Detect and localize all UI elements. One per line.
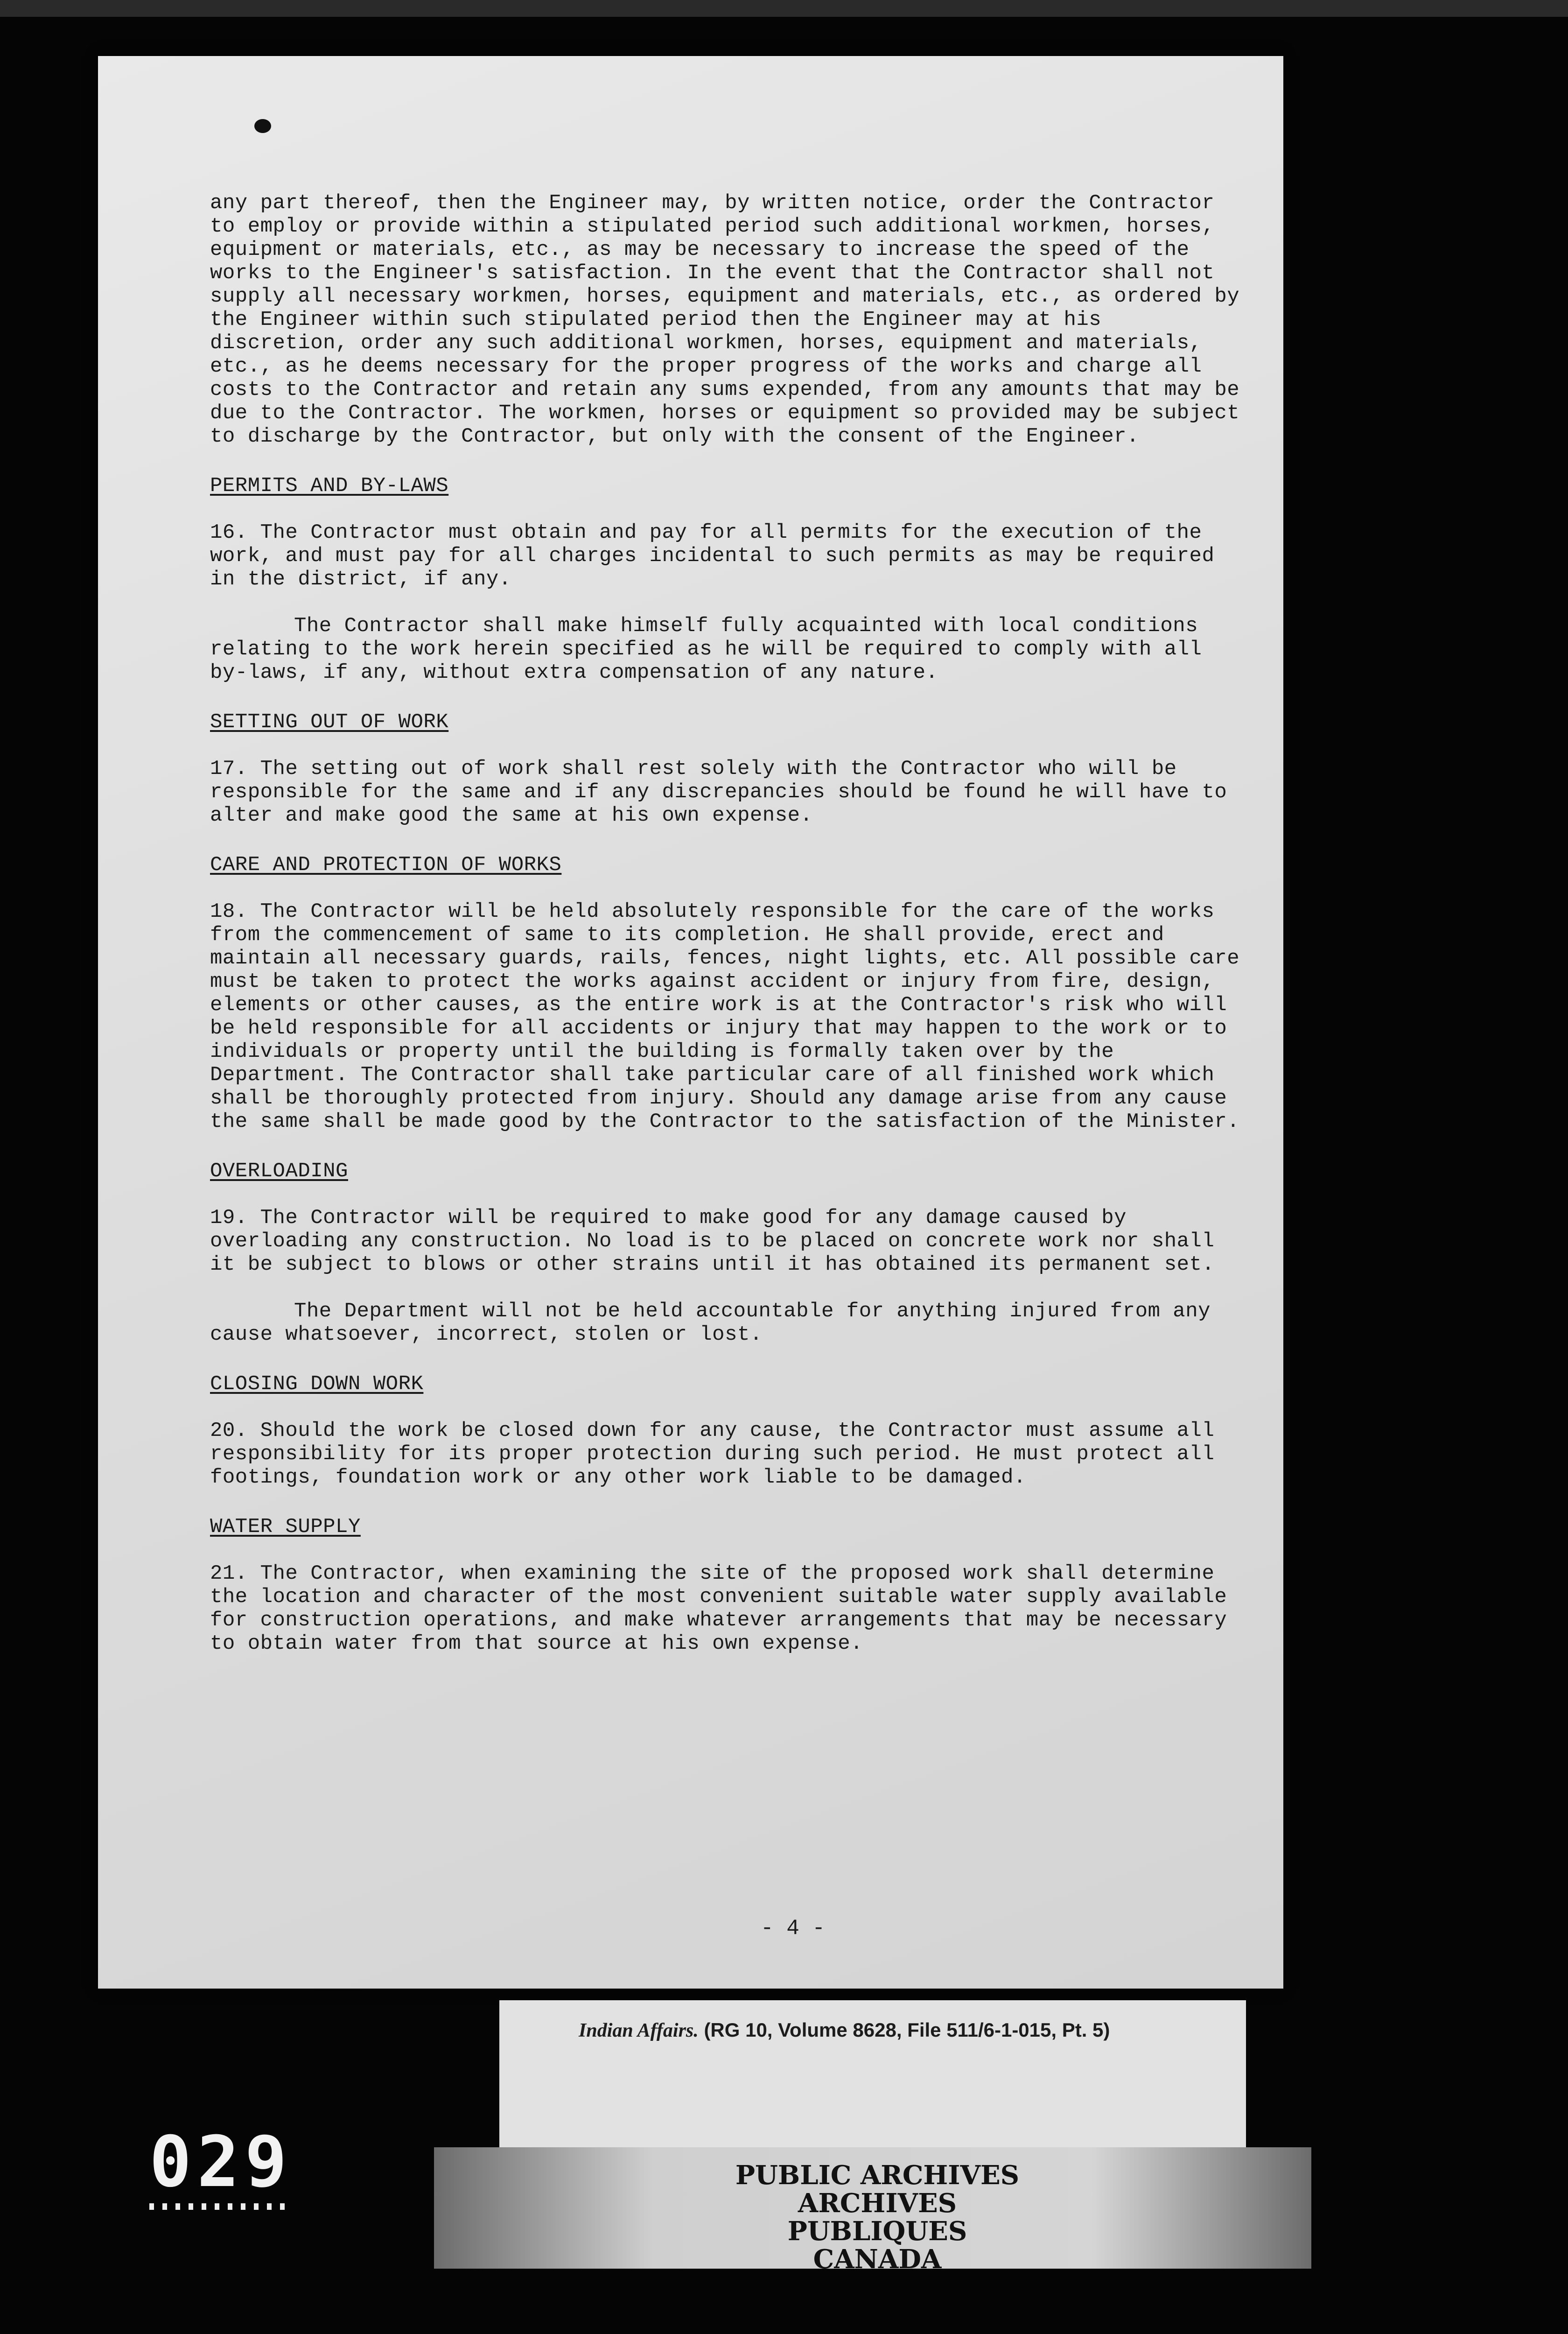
archives-stamp-line-3: CANADA bbox=[813, 2244, 942, 2275]
citation-reference: (RG 10, Volume 8628, File 511/6-1-015, Pt. 5) bbox=[704, 2019, 1110, 2041]
section-heading: WATER SUPPLY bbox=[210, 1515, 361, 1539]
document-body bbox=[210, 191, 1253, 1679]
page-number: - 4 - bbox=[761, 1916, 826, 1940]
paragraph: 20. Should the work be closed down for any cause, the Contractor must assume all responsibility for its proper protection during such period. He must protect all footings, foundation work or any other work liable to be damaged. bbox=[210, 1419, 1227, 1489]
citation-label bbox=[499, 2000, 1246, 2150]
film-edge-strip bbox=[0, 0, 1568, 17]
paragraph: 16. The Contractor must obtain and pay for all permits for the execution of the work, and must pay for all charges incidental to such permits as may be required in the district, if any. bbox=[210, 521, 1227, 591]
document-page bbox=[98, 56, 1283, 1989]
archives-stamp bbox=[714, 2161, 1041, 2273]
section-heading: CARE AND PROTECTION OF WORKS bbox=[210, 853, 562, 877]
paragraph: 21. The Contractor, when examining the site of the proposed work shall determine the location and character of the most convenient suitable water supply available for construction operations, and make whatever arrangements that may be necessary to obtain water from that source at his own expense. bbox=[210, 1562, 1240, 1655]
archives-band bbox=[434, 2147, 1311, 2275]
paragraph: 19. The Contractor will be required to make good for any damage caused by overloading any construction. No load is to be placed on concrete work nor shall it be subject to blows or other strains until it has obtained its permanent set. bbox=[210, 1206, 1227, 1276]
section-heading: PERMITS AND BY-LAWS bbox=[210, 474, 449, 498]
citation-text bbox=[579, 2019, 1110, 2042]
paragraph: any part thereof, then the Engineer may, by written notice, order the Contractor to employ or provide within a stipulated period such additional workmen, horses, equipment or materials, etc., as may be necessary to increase the speed of the works to the Engineer's satisfaction. In the event that the Contractor shall not supply all necessary workmen, horses, equipment and materials, etc., as ordered by the Engineer within such stipulated period then the Engineer may at his discretion, order any such additional workmen, horses, equipment and materials, etc., as he deems necessary for the proper progress of the works and charge all costs to the Contractor and retain any sums expended, from any amounts that may be due to the Contractor. The workmen, horses or equipment so provided may be subject to discharge by the Contractor, but only with the consent of the Engineer. bbox=[210, 191, 1253, 448]
paragraph: 17. The setting out of work shall rest solely with the Contractor who will be responsible for the same and if any discrepancies should be found he will have to alter and make good the same at his own expense. bbox=[210, 757, 1240, 827]
citation-agency: Indian Affairs. bbox=[579, 2020, 699, 2041]
paragraph: The Department will not be held accountable for anything injured from any cause whatsoever, incorrect, stolen or lost. bbox=[210, 1300, 1223, 1346]
section-heading: OVERLOADING bbox=[210, 1160, 348, 1183]
frame-number-ticks bbox=[149, 2203, 289, 2210]
frame-number: 029 bbox=[149, 2122, 293, 2203]
archives-stamp-line-1: PUBLIC ARCHIVES bbox=[735, 2160, 1020, 2191]
paragraph: 18. The Contractor will be held absolutely responsible for the care of the works from the commencement of same to its completion. He shall provide, erect and maintain all necessary guards, rails, fences, night lights, etc. All possible care must be taken to protect the works against accident or injury from fire, design, elements or other causes, as the entire work is at the Contractor's risk who will be held responsible for all accidents or injury that may happen to the work or to individuals or property until the building is formally taken over by the Department. The Contractor shall take particular care of all finished work which shall be thoroughly protected from injury. Should any damage arise from any cause the same shall be made good by the Contractor to the satisfaction of the Minister. bbox=[210, 900, 1253, 1133]
section-heading: SETTING OUT OF WORK bbox=[210, 710, 449, 734]
archives-stamp-line-2: ARCHIVES PUBLIQUES bbox=[787, 2188, 967, 2247]
section-heading: CLOSING DOWN WORK bbox=[210, 1372, 424, 1396]
paragraph: The Contractor shall make himself fully acquainted with local conditions relating to the work herein specified as he will be required to comply with all by-laws, if any, without extra compensation of any nature. bbox=[210, 614, 1215, 684]
ink-blemish bbox=[254, 119, 271, 133]
